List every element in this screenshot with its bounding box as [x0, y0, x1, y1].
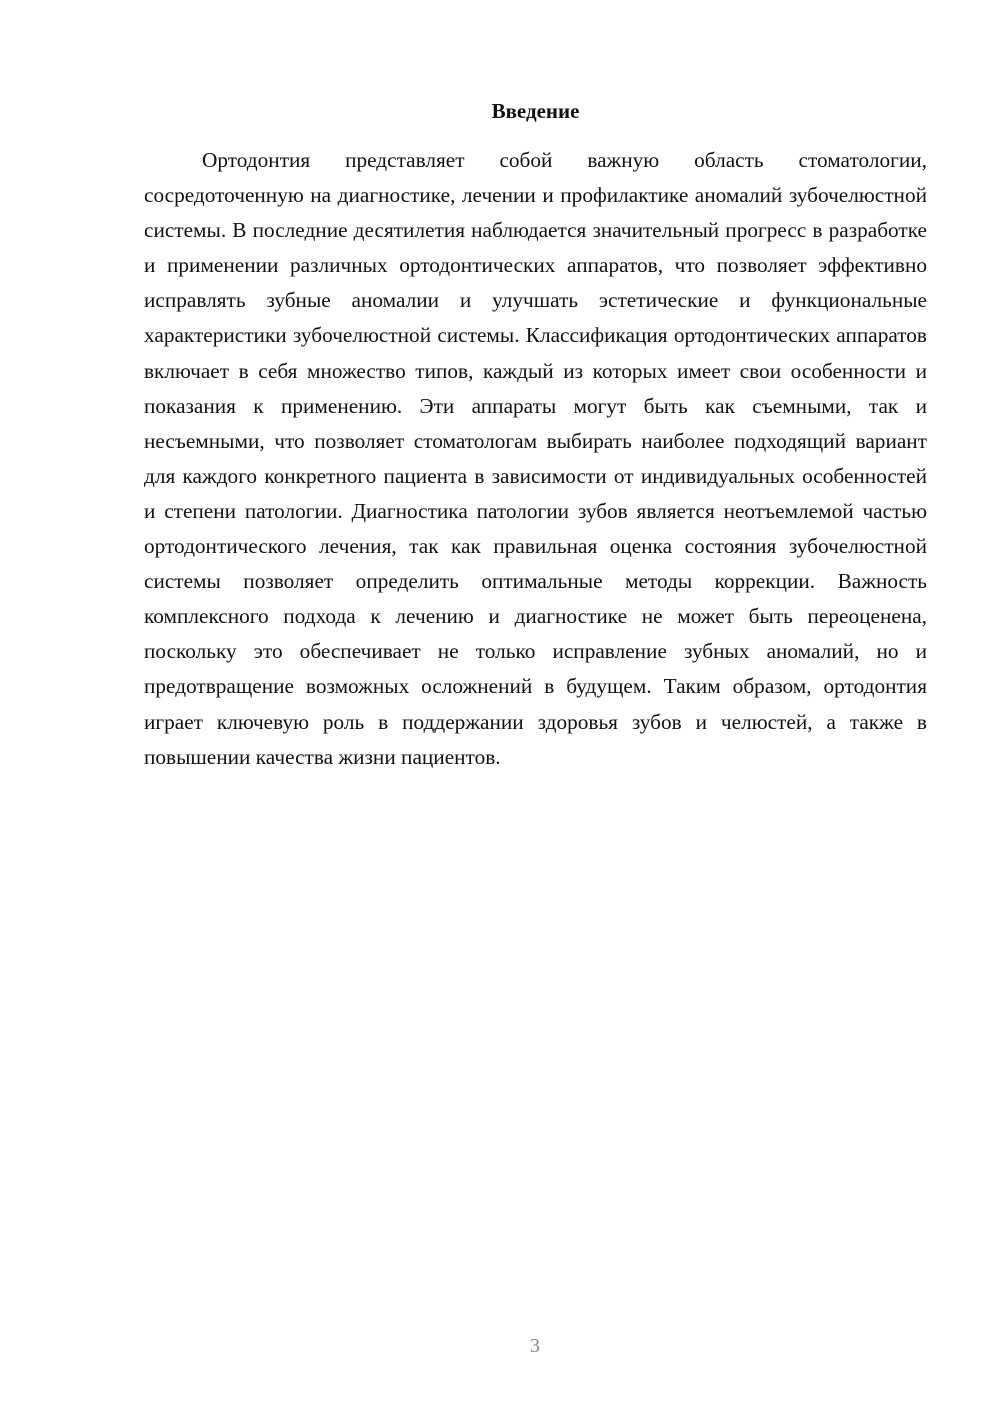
page-number: 3	[530, 1335, 540, 1357]
section-heading: Введение	[491, 99, 580, 123]
body-paragraph: Ортодонтия представляет собой важную область стоматологии, сосредоточенную на диагностике, лечении и профилактике аномалий зубочелюстной системы. В последние десятилетия наблюдается значительный прогресс в разработке и применении различных ортодонтических аппаратов, что позволяет эффективно исправлять зубные аномалии и улучшать эстетические и функциональные характеристики зубочелюстной системы. Классификация ортодонтических аппаратов включает в себя множество типов, каждый из которых имеет свои особенности и показания к применению. Эти аппараты могут быть как съемными, так и несъемными, что позволяет стоматологам выбирать наиболее подходящий вариант для каждого конкретного пациента в зависимости от индивидуальных особенностей и степени патологии. Диагностика патологии зубов является неотъемлемой частью ортодонтического лечения, так как правильная оценка состояния зубочелюстной системы позволяет определить оптимальные методы коррекции. Важность комплексного подхода к лечению и диагностике не может быть переоценена, поскольку это обеспечивает не только исправление зубных аномалий, но и предотвращение возможных осложнений в будущем. Таким образом, ортодонтия играет ключевую роль в поддержании здоровья зубов и челюстей, а также в повышении качества жизни пациентов.	[144, 148, 927, 769]
